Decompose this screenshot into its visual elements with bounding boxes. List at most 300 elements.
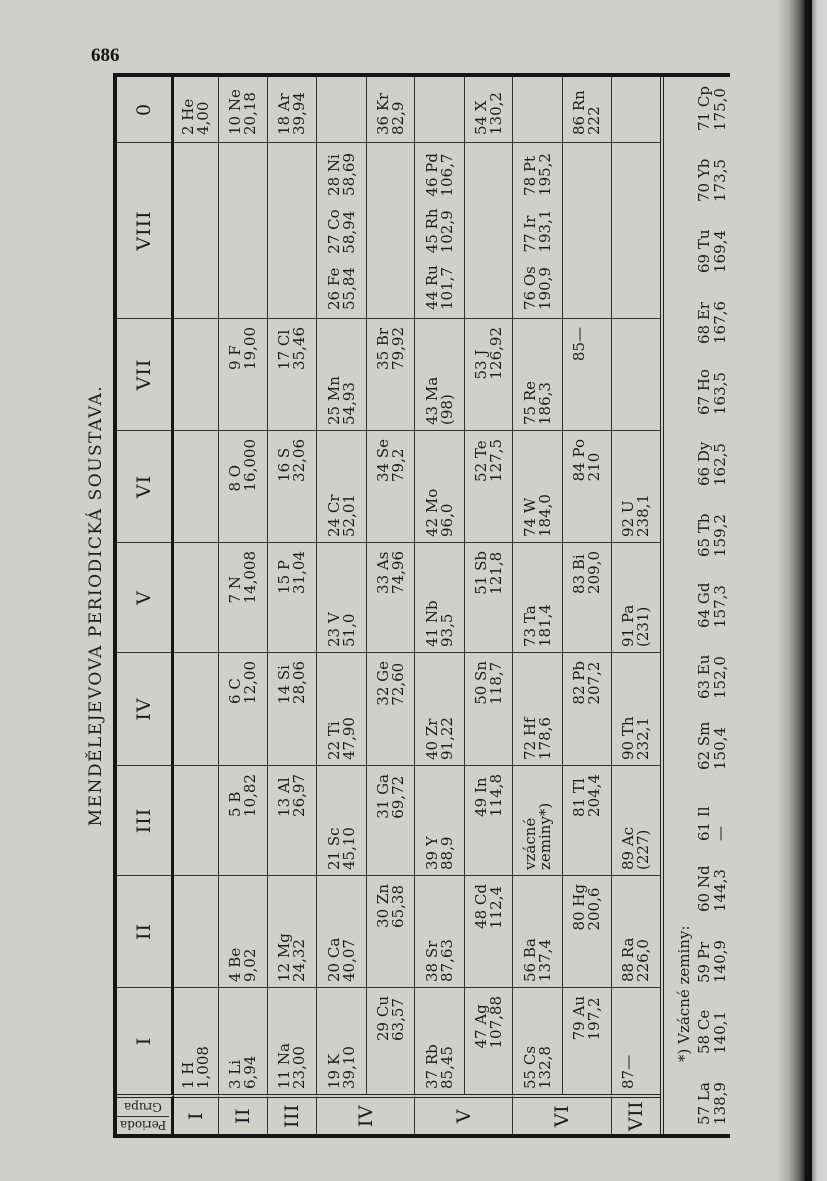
element-symbol: 53 J: [471, 349, 490, 380]
atomic-weight: 28,06: [290, 661, 308, 704]
element-entry: [373, 551, 407, 594]
atomic-weight: 144,3: [711, 869, 729, 912]
table-cell: [465, 542, 513, 652]
element-entry: [520, 604, 554, 647]
element-entry: [228, 551, 258, 604]
atomic-weight: [636, 1055, 651, 1089]
atomic-weight: 163,5: [711, 372, 729, 415]
atomic-weight: 238,1: [634, 494, 652, 537]
table-cell: [465, 430, 513, 542]
element-symbol: 25 Mn: [324, 376, 343, 425]
atomic-weight: 14,008: [241, 551, 259, 604]
element-symbol: 15 P: [275, 560, 293, 594]
table-cell: [367, 542, 415, 652]
table-cell: [367, 987, 415, 1094]
table-cell-empty: [415, 77, 465, 142]
table-cell-empty: [513, 77, 563, 142]
atomic-weight: 65,38: [388, 885, 407, 928]
element-symbol: 13 Al: [275, 777, 293, 817]
element-symbol: 73 Ta: [520, 605, 539, 647]
element-symbol: 68 Er: [695, 302, 713, 344]
element-symbol: 16 S: [275, 447, 293, 482]
atomic-weight: (98): [437, 394, 456, 425]
rare-earths-note: [520, 802, 554, 870]
footnote-element: [696, 983, 728, 1054]
element-entry: [277, 327, 307, 370]
element-symbol: 92 U: [619, 500, 637, 537]
table-cell: [563, 430, 612, 542]
element-symbol: 87—: [619, 1054, 637, 1089]
table-cell-empty: [268, 142, 317, 318]
table-cell: [612, 542, 660, 652]
page-number: 686: [91, 45, 120, 66]
element-entry: [422, 488, 456, 537]
corner-cell: [117, 1094, 174, 1134]
atomic-weight: 181,4: [535, 604, 554, 647]
table-cell-empty: [174, 430, 219, 542]
element-entry: [520, 494, 554, 537]
element-symbol: 41 Nb: [422, 600, 441, 647]
table-cell: [219, 987, 268, 1094]
element-entry: [373, 996, 407, 1041]
group-header: VI: [117, 430, 174, 542]
atomic-weight: 96,0: [437, 503, 456, 537]
table-cell: [465, 77, 513, 142]
element-symbol: 38 Sr: [422, 940, 441, 982]
element-symbol: 19 K: [324, 1053, 343, 1089]
element-symbol: 72 Hf: [520, 717, 539, 760]
element-symbol: 58 Ce: [695, 1009, 713, 1054]
table-cell: [268, 542, 317, 652]
element-symbol: 48 Cd: [471, 884, 490, 929]
atomic-weight: 167,6: [711, 301, 729, 344]
atomic-weight: 79,2: [388, 448, 407, 483]
atomic-weight: 173,5: [711, 159, 729, 202]
element-symbol: 44 Ru: [422, 265, 441, 310]
atomic-weight: 121,8: [486, 551, 505, 595]
footnote-element: [696, 841, 728, 912]
table-cell: [513, 542, 563, 652]
table-cell: [415, 430, 465, 542]
element-symbol: 24 Cr: [324, 494, 343, 537]
atomic-weight: 200,6: [585, 887, 603, 931]
element-symbol: 43 Ma: [422, 376, 441, 425]
table-cell: [513, 430, 563, 542]
atomic-weight: 195,2: [535, 153, 554, 196]
atomic-weight: 31,04: [290, 551, 308, 594]
table-cell: [612, 652, 660, 765]
element-symbol: 77 Ir: [520, 215, 539, 253]
group-header: I: [117, 987, 174, 1094]
atomic-weight: 232,1: [634, 717, 652, 760]
atomic-weight: 47,90: [339, 717, 358, 760]
element-symbol: 62 Sm: [695, 721, 713, 770]
group-header: III: [117, 765, 174, 875]
atomic-weight: 102,9: [437, 210, 456, 254]
atomic-weight: 12,00: [241, 661, 259, 704]
atomic-weight: 132,8: [535, 1046, 554, 1089]
footnote-element: [696, 415, 728, 486]
element-entry: [621, 716, 651, 760]
element-entry: [471, 884, 505, 929]
atomic-weight: 88,9: [437, 836, 456, 870]
table-cell-empty: [612, 77, 660, 142]
period-label: III: [268, 1094, 317, 1134]
element-entry: [228, 774, 258, 817]
atomic-weight: 91,22: [437, 717, 456, 760]
period-label: V: [415, 1094, 513, 1134]
footnote-element: [696, 1054, 728, 1125]
table-cell: [465, 652, 513, 765]
rotated-page-content: [80, 73, 745, 1138]
element-symbol: 29 Cu: [373, 996, 392, 1041]
element-entry: [422, 717, 456, 760]
element-symbol: 30 Zn: [373, 884, 392, 928]
table-cell: [219, 542, 268, 652]
element-symbol: 45 Rh: [422, 208, 441, 254]
element-entry: [181, 1046, 211, 1089]
atomic-weight: 69,72: [388, 775, 407, 819]
period-label: VI: [513, 1094, 612, 1134]
element-symbol: 85—: [570, 327, 588, 362]
element-entry: [520, 1045, 554, 1089]
element-entry: [422, 208, 456, 254]
atomic-weight: 85,45: [437, 1046, 456, 1089]
element-symbol: 88 Ra: [619, 937, 637, 982]
element-entry: [277, 551, 307, 594]
table-cell: [465, 765, 513, 875]
table-cell-triad: [317, 142, 367, 318]
table-cell-empty: [465, 142, 513, 318]
element-symbol: 51 Sb: [471, 551, 490, 595]
element-symbol: 80 Hg: [570, 884, 588, 931]
atomic-weight: 39,94: [290, 92, 308, 135]
element-symbol: 79 Au: [570, 996, 588, 1041]
table-cell: [367, 765, 415, 875]
periodic-table: [117, 77, 664, 1134]
element-symbol: 34 Se: [373, 439, 392, 483]
atomic-weight: 107,88: [486, 996, 505, 1049]
element-entry: [572, 996, 602, 1040]
atomic-weight: 157,3: [711, 585, 729, 628]
element-symbol: 91 Pa: [619, 604, 637, 647]
element-entry: [520, 717, 554, 760]
element-symbol: 63 Eu: [695, 654, 713, 699]
atomic-weight: 20,18: [241, 92, 259, 135]
table-cell: [415, 652, 465, 765]
atomic-weight: 112,4: [486, 885, 505, 929]
table-cell-triad: [415, 142, 465, 318]
atomic-weight: 190,9: [535, 267, 554, 310]
atomic-weight: 51,0: [339, 613, 358, 647]
group-header: II: [117, 875, 174, 987]
element-symbol: 21 Sc: [324, 827, 343, 870]
element-entry: [471, 661, 505, 705]
table-cell-empty: [219, 142, 268, 318]
element-entry: [572, 661, 602, 705]
element-symbol: 78 Pt: [520, 155, 539, 196]
element-symbol: 65 Tb: [695, 513, 713, 557]
element-symbol: 47 Ag: [471, 1004, 490, 1049]
element-entry: [324, 612, 358, 647]
table-cell: [367, 77, 415, 142]
atomic-weight: 184,0: [535, 494, 554, 537]
element-entry: [277, 1043, 307, 1089]
element-symbol: 42 Mo: [422, 488, 441, 537]
element-entry: [324, 827, 358, 870]
element-symbol: 32 Ge: [373, 661, 392, 706]
element-entry: [422, 939, 456, 982]
period-axis-label-box: [117, 1116, 169, 1134]
table-cell: [465, 987, 513, 1094]
table-cell: [612, 987, 660, 1094]
atomic-weight: —: [711, 826, 729, 841]
element-entry: [422, 376, 456, 425]
table-cell: [563, 765, 612, 875]
table-cell: [563, 987, 612, 1094]
table-cell: [268, 765, 317, 875]
atomic-weight: (227): [634, 829, 652, 870]
footnote-element: [696, 273, 728, 344]
element-entry: [373, 327, 407, 370]
element-entry: [471, 551, 505, 595]
element-symbol: 26 Fe: [324, 267, 343, 310]
atomic-weight: 126,92: [486, 327, 505, 380]
table-cell: [513, 765, 563, 875]
element-symbol: 52 Te: [471, 440, 490, 482]
footnote-element: [696, 912, 728, 983]
table-cell: [563, 77, 612, 142]
element-symbol: 83 Bi: [570, 554, 588, 594]
footnote-element: [696, 557, 728, 628]
atomic-weight: 159,2: [711, 514, 729, 557]
table-cell: [612, 430, 660, 542]
table-cell-empty: [174, 765, 219, 875]
table-cell: [268, 987, 317, 1094]
element-entry: [228, 439, 258, 492]
atomic-weight: 169,4: [711, 230, 729, 273]
table-cell: [367, 318, 415, 430]
atomic-weight: 140,1: [711, 1011, 729, 1054]
table-cell: [513, 318, 563, 430]
element-symbol: 49 In: [471, 777, 490, 817]
table-cell: [268, 318, 317, 430]
atomic-weight: 1,008: [194, 1046, 212, 1089]
element-entry: [228, 327, 258, 370]
element-entry: [572, 551, 602, 594]
atomic-weight: 32,06: [290, 439, 308, 482]
atomic-weight: 82,9: [388, 101, 407, 135]
element-symbol: 35 Br: [373, 327, 392, 370]
table-cell: [612, 875, 660, 987]
atomic-weight: 186,3: [535, 382, 554, 425]
element-entry: [324, 209, 358, 254]
atomic-weight: 63,57: [388, 998, 407, 1041]
table-cell-triad: [513, 142, 563, 318]
group-header: VII: [117, 318, 174, 430]
table-cell-empty: [367, 142, 415, 318]
table-cell: [465, 875, 513, 987]
element-entry: [373, 884, 407, 928]
table-cell-empty: [174, 318, 219, 430]
group-axis-label-box: [117, 1098, 169, 1116]
footnote-element: [696, 131, 728, 202]
element-entry: [572, 90, 602, 135]
element-entry: [228, 89, 258, 135]
atomic-weight: 9,02: [241, 948, 259, 982]
footnote-title: *) Vzácné zeminy:: [675, 925, 693, 1062]
element-symbol: 59 Pr: [695, 941, 713, 983]
element-symbol: 76 Os: [520, 266, 539, 310]
footnote-element: [696, 699, 728, 770]
element-symbol: 64 Gd: [695, 582, 713, 628]
table-cell-empty: [174, 142, 219, 318]
atomic-weight: 127,5: [486, 439, 505, 482]
element-symbol: 1 H: [179, 1061, 197, 1089]
element-symbol: 70 Yb: [695, 158, 713, 202]
element-entry: [520, 153, 554, 196]
element-symbol: 71 Cp: [695, 86, 713, 131]
atomic-weight: 23,00: [290, 1046, 308, 1089]
element-symbol: 56 Ba: [520, 938, 539, 982]
atomic-weight: 58,94: [339, 210, 358, 254]
element-entry: [621, 827, 651, 870]
group-header: IV: [117, 652, 174, 765]
adjacent-page-edge: [812, 0, 827, 1181]
table-cell: [268, 77, 317, 142]
element-symbol: 55 Cs: [520, 1045, 539, 1089]
element-symbol: 28 Ni: [324, 154, 343, 196]
footnote-rare-earths: [674, 77, 728, 1134]
element-entry: [373, 774, 407, 819]
element-symbol: 5 B: [226, 791, 244, 817]
element-entry: [621, 938, 651, 982]
element-entry: [324, 153, 358, 196]
atomic-weight: 40,07: [339, 939, 358, 982]
table-cell: [563, 318, 612, 430]
atomic-weight: 207,2: [585, 661, 603, 705]
table-cell: [415, 318, 465, 430]
table-cell: [563, 652, 612, 765]
table-cell: [415, 542, 465, 652]
atomic-weight: 54,93: [339, 382, 358, 425]
element-entry: [277, 774, 307, 817]
table-cell: [174, 987, 219, 1094]
note-line: vzácné: [520, 817, 539, 870]
table-cell: [268, 652, 317, 765]
element-symbol: 90 Th: [619, 716, 637, 760]
table-cell: [563, 542, 612, 652]
element-symbol: 31 Ga: [373, 774, 392, 819]
element-symbol: 40 Zr: [422, 718, 441, 760]
element-entry: [621, 1055, 651, 1089]
element-entry: [422, 836, 456, 870]
element-symbol: 20 Ca: [324, 937, 343, 982]
table-cell: [415, 987, 465, 1094]
element-symbol: 81 Tl: [570, 778, 588, 817]
element-symbol: 14 Si: [275, 665, 293, 704]
element-entry: [422, 600, 456, 647]
element-entry: [572, 327, 602, 361]
element-entry: [520, 209, 554, 253]
element-entry: [277, 933, 307, 982]
atomic-weight: 55,84: [339, 267, 358, 310]
element-entry: [228, 1056, 258, 1089]
periodic-table-frame: [113, 73, 730, 1138]
element-entry: [373, 661, 407, 706]
table-cell: [317, 765, 367, 875]
element-symbol: 37 Rb: [422, 1044, 441, 1089]
element-entry: [520, 938, 554, 982]
element-symbol: 66 Dy: [695, 441, 713, 486]
atomic-weight: 138,9: [711, 1082, 729, 1125]
atomic-weight: 4,00: [194, 101, 212, 135]
element-symbol: 39 Y: [422, 836, 441, 870]
element-symbol: 84 Po: [570, 439, 588, 482]
atomic-weight: 150,4: [711, 727, 729, 770]
footnote-element: [696, 81, 728, 131]
element-symbol: 27 Co: [324, 209, 343, 254]
period-label: IV: [317, 1094, 415, 1134]
atomic-weight: 72,60: [388, 662, 407, 706]
atomic-weight: 204,4: [585, 774, 603, 817]
footnote-element: [696, 628, 728, 699]
table-cell: [268, 875, 317, 987]
table-cell: [367, 430, 415, 542]
table-cell: [317, 987, 367, 1094]
element-entry: [373, 92, 407, 135]
table-cell: [317, 542, 367, 652]
atomic-weight: 35,46: [290, 327, 308, 370]
atomic-weight: 19,00: [241, 327, 259, 370]
atomic-weight: 193,1: [535, 209, 554, 253]
element-symbol: 6 C: [226, 678, 244, 704]
group-header: VIII: [117, 142, 174, 318]
atomic-weight: 175,0: [711, 88, 729, 131]
element-entry: [422, 265, 456, 310]
element-symbol: 60 Nd: [695, 865, 713, 912]
atomic-weight: 74,96: [388, 551, 407, 594]
atomic-weight: (231): [634, 606, 652, 647]
atomic-weight: 114,8: [486, 774, 505, 817]
table-cell-empty: [612, 142, 660, 318]
element-symbol: 86 Rn: [570, 90, 588, 135]
atomic-weight: 137,4: [535, 939, 554, 982]
table-cell: [317, 875, 367, 987]
table-cell: [513, 987, 563, 1094]
period-label: VII: [612, 1094, 660, 1134]
footnote-element: [696, 344, 728, 415]
element-symbol: 9 F: [226, 345, 244, 370]
element-symbol: 22 Ti: [324, 721, 343, 760]
atomic-weight: 87,63: [437, 939, 456, 982]
atomic-weight: 6,94: [241, 1055, 259, 1089]
atomic-weight: 222: [585, 106, 603, 135]
table-cell: [317, 652, 367, 765]
table-cell: [219, 77, 268, 142]
table-cell-empty: [174, 542, 219, 652]
element-entry: [621, 605, 651, 647]
table-cell: [219, 430, 268, 542]
atomic-weight: 106,7: [437, 153, 456, 197]
element-entry: [471, 774, 505, 817]
group-axis-label: Grupa: [124, 1100, 162, 1114]
page-title: MENDĚLEJEVOVA PERIODICKÁ SOUSTAVA.: [86, 384, 106, 827]
element-entry: [277, 439, 307, 482]
element-entry: [572, 439, 602, 481]
element-entry: [324, 717, 358, 760]
element-symbol: 8 O: [226, 464, 244, 492]
